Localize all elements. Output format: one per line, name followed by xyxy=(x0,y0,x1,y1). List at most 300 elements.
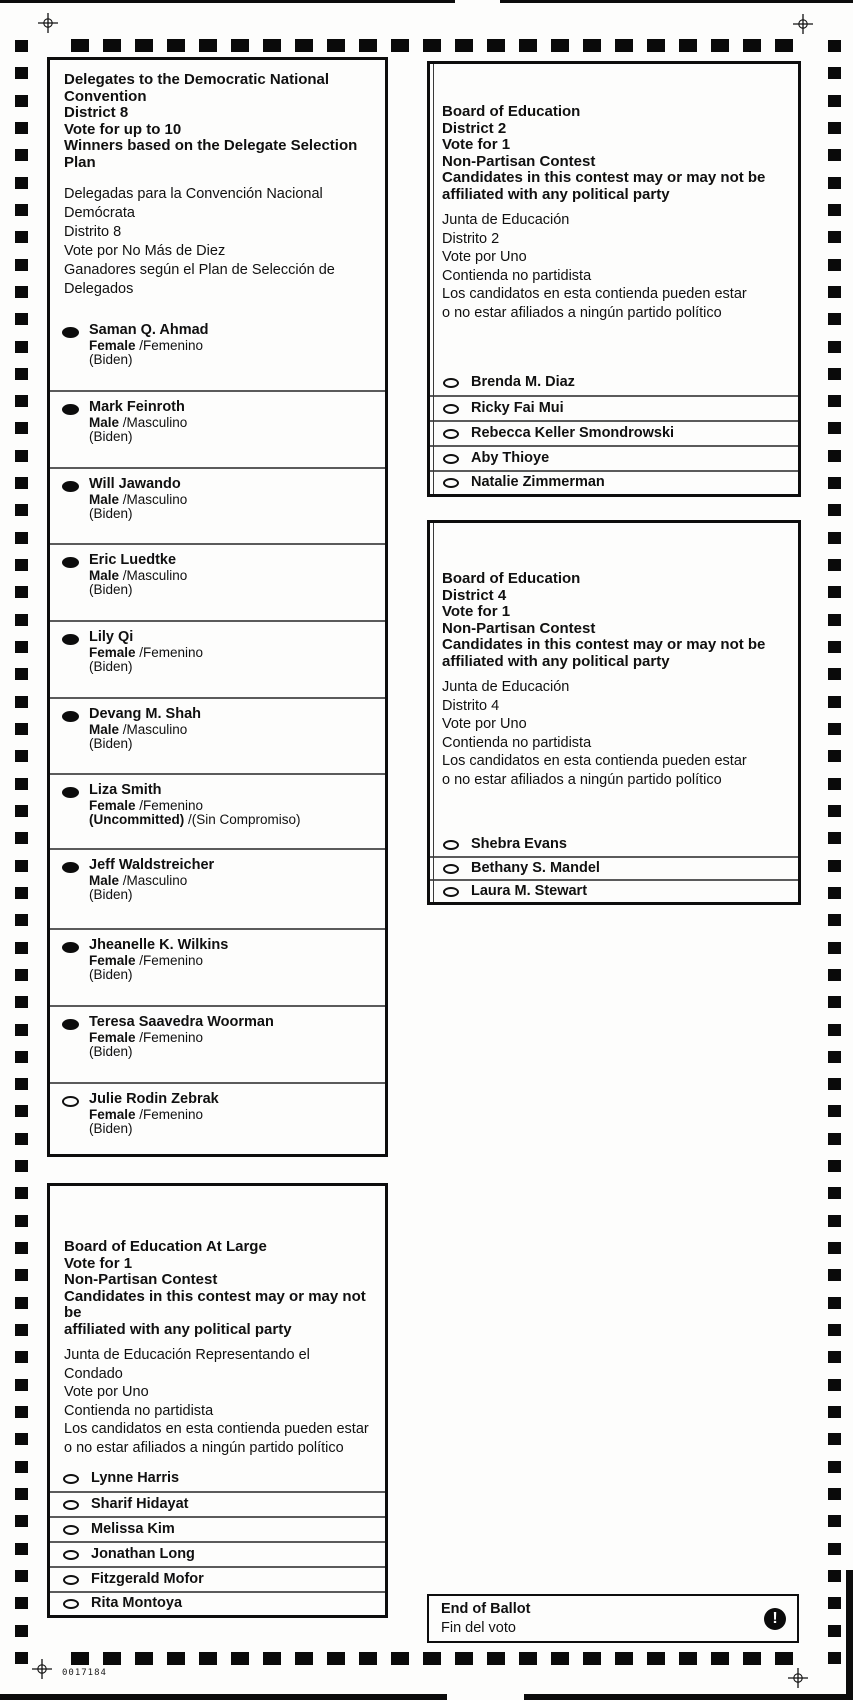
candidate-text xyxy=(89,630,203,675)
timing-mark xyxy=(15,1215,28,1227)
candidate-text xyxy=(89,477,187,522)
contest-title-line: Board of Education At Large xyxy=(64,1238,267,1255)
candidate-detail: (Biden) xyxy=(89,1044,133,1059)
timing-mark xyxy=(828,422,841,434)
candidate-detail: (Biden) xyxy=(89,887,133,902)
candidate-name: Sharif Hidayat xyxy=(91,1495,189,1512)
timing-mark xyxy=(15,40,28,52)
contest-title-line: Winners based on the Delegate Selection xyxy=(64,137,358,154)
candidate-detail: (Biden) xyxy=(89,736,133,751)
timing-mark xyxy=(615,1652,633,1665)
timing-mark xyxy=(15,559,28,571)
vote-oval[interactable] xyxy=(443,454,459,464)
timing-mark xyxy=(15,286,28,298)
timing-mark xyxy=(828,614,841,626)
timing-mark xyxy=(15,149,28,161)
contest-title-line: Contienda no partidista xyxy=(442,267,592,284)
candidate-row xyxy=(50,1005,385,1082)
timing-mark xyxy=(828,641,841,653)
vote-oval[interactable] xyxy=(443,887,459,897)
timing-mark xyxy=(15,778,28,790)
candidate-name: Fitzgerald Mofor xyxy=(91,1570,204,1587)
registration-mark-icon xyxy=(793,14,813,34)
vote-oval[interactable] xyxy=(63,1525,79,1535)
vote-oval[interactable] xyxy=(62,404,79,415)
vote-oval[interactable] xyxy=(443,378,459,388)
timing-mark xyxy=(828,778,841,790)
contest-title-line: Convention xyxy=(64,87,147,105)
timing-mark xyxy=(455,1652,473,1665)
scan-artifact xyxy=(500,0,853,3)
candidate-detail: (Biden) xyxy=(89,429,133,444)
registration-mark-icon xyxy=(38,13,58,33)
timing-mark xyxy=(828,231,841,243)
timing-mark xyxy=(828,559,841,571)
timing-mark xyxy=(15,341,28,353)
contest-title-es xyxy=(442,211,786,322)
contest-title-line: Candidates in this contest may or may not be xyxy=(442,169,766,186)
candidate-row xyxy=(50,1082,385,1154)
timing-mark xyxy=(679,39,697,52)
candidate-name: Julie Rodin Zebrak xyxy=(89,1091,219,1107)
timing-mark xyxy=(15,1024,28,1036)
timing-mark xyxy=(263,39,281,52)
timing-mark xyxy=(828,1379,841,1391)
timing-mark xyxy=(828,750,841,762)
timing-mark xyxy=(15,750,28,762)
candidate-list xyxy=(50,1466,385,1615)
candidate-detail: Female /Femenino xyxy=(89,337,204,353)
timing-mark xyxy=(828,450,841,462)
candidate-detail: (Biden) xyxy=(89,1121,133,1136)
timing-mark xyxy=(15,1488,28,1500)
scan-artifact xyxy=(846,1570,853,1700)
contest-title-line: Candidates in this contest may or may not be xyxy=(64,1287,366,1321)
contest-title-line: Vote for 1 xyxy=(64,1254,133,1272)
candidate-row xyxy=(50,1591,385,1615)
contest-title-line: Vote for up to 10 xyxy=(64,120,182,138)
timing-mark xyxy=(423,1652,441,1665)
end-of-ballot-text-es: Fin del voto xyxy=(441,1620,516,1636)
timing-mark xyxy=(828,860,841,872)
timing-mark xyxy=(615,39,633,52)
timing-mark xyxy=(15,1406,28,1418)
timing-mark xyxy=(775,39,793,52)
timing-mark xyxy=(15,1351,28,1363)
contest-title-line: Los candidatos en esta contienda pueden estar xyxy=(64,1421,369,1437)
vote-oval[interactable] xyxy=(62,557,79,568)
candidate-row xyxy=(50,390,385,467)
candidate-row xyxy=(50,1491,385,1516)
candidate-row xyxy=(50,315,385,390)
timing-mark xyxy=(828,1351,841,1363)
timing-mark xyxy=(15,122,28,134)
scan-artifact xyxy=(0,1694,447,1700)
candidate-list xyxy=(430,833,798,902)
timing-mark xyxy=(455,39,473,52)
timing-mark xyxy=(15,914,28,926)
candidate-row xyxy=(50,620,385,697)
timing-mark xyxy=(828,149,841,161)
timing-mark xyxy=(828,1187,841,1199)
candidate-row xyxy=(430,395,798,420)
candidate-detail: Female /Femenino xyxy=(89,1029,204,1045)
candidate-name: Eric Luedtke xyxy=(89,552,177,568)
timing-mark xyxy=(828,313,841,325)
candidate-text xyxy=(89,400,187,445)
scan-artifact xyxy=(0,0,455,3)
contest-title-es xyxy=(64,185,371,299)
contest-title-en xyxy=(442,571,786,670)
timing-mark xyxy=(711,39,729,52)
timing-mark xyxy=(828,1105,841,1117)
end-of-ballot-text-en: End of Ballot xyxy=(441,1601,531,1617)
candidate-detail: Female /Femenino xyxy=(89,644,204,660)
contest-title-es xyxy=(64,1346,371,1457)
timing-mark xyxy=(71,39,89,52)
timing-mark xyxy=(15,723,28,735)
timing-mark xyxy=(551,39,569,52)
contest-box-boe-district-2 xyxy=(427,61,801,497)
candidate-detail: (Biden) xyxy=(89,582,133,597)
timing-mark xyxy=(828,1160,841,1172)
timing-mark xyxy=(15,860,28,872)
vote-oval[interactable] xyxy=(63,1550,79,1560)
timing-mark xyxy=(828,1078,841,1090)
candidate-text xyxy=(89,1015,274,1060)
vote-oval[interactable] xyxy=(443,840,459,850)
candidate-row xyxy=(430,370,798,395)
vote-oval[interactable] xyxy=(443,478,459,488)
candidate-row xyxy=(50,773,385,848)
timing-mark xyxy=(327,1652,345,1665)
candidate-row xyxy=(430,420,798,445)
timing-mark xyxy=(15,969,28,981)
timing-mark xyxy=(828,1133,841,1145)
candidate-row xyxy=(50,1566,385,1591)
scan-artifact xyxy=(524,1694,853,1700)
contest-title-line: District 2 xyxy=(442,119,507,137)
contest-header xyxy=(50,1186,385,1466)
contest-title-line: o no estar afiliados a ningún partido político xyxy=(442,304,722,321)
candidate-detail: Female /Femenino xyxy=(89,952,204,968)
timing-mark xyxy=(743,1652,761,1665)
timing-mark xyxy=(15,641,28,653)
candidate-name: Rita Montoya xyxy=(91,1595,183,1612)
contest-title-line: Junta de Educación xyxy=(442,212,570,228)
candidate-name: Teresa Saavedra Woorman xyxy=(89,1014,274,1030)
timing-mark xyxy=(15,887,28,899)
timing-mark xyxy=(15,368,28,380)
vote-oval[interactable] xyxy=(63,1500,79,1510)
timing-mark xyxy=(828,969,841,981)
candidate-row xyxy=(50,848,385,928)
contest-box-boe-at-large xyxy=(47,1183,388,1618)
contest-title-es xyxy=(442,678,786,789)
candidate-detail: (Biden) xyxy=(89,352,133,367)
candidate-row xyxy=(50,928,385,1005)
timing-mark xyxy=(15,231,28,243)
timing-mark xyxy=(828,177,841,189)
timing-mark xyxy=(15,1379,28,1391)
timing-mark xyxy=(828,40,841,52)
timing-mark xyxy=(551,1652,569,1665)
candidate-row xyxy=(430,833,798,856)
timing-mark xyxy=(487,39,505,52)
vote-oval[interactable] xyxy=(62,1096,79,1107)
timing-mark xyxy=(15,1433,28,1445)
timing-mark xyxy=(135,1652,153,1665)
vote-oval[interactable] xyxy=(62,862,79,873)
contest-title-line: Plan xyxy=(64,153,96,171)
timing-mark xyxy=(15,95,28,107)
candidate-text xyxy=(89,783,301,828)
timing-mark xyxy=(15,1570,28,1582)
contest-title-line: District 4 xyxy=(442,586,507,604)
timing-mark xyxy=(199,1652,217,1665)
timing-mark xyxy=(15,696,28,708)
contest-header xyxy=(50,60,385,315)
candidate-row xyxy=(50,543,385,620)
vote-oval[interactable] xyxy=(443,864,459,874)
timing-mark xyxy=(828,832,841,844)
candidate-name: Natalie Zimmerman xyxy=(471,474,605,491)
candidate-detail: Male /Masculino xyxy=(89,567,188,583)
candidate-row xyxy=(430,445,798,470)
timing-mark xyxy=(15,942,28,954)
contest-title-line: Non-Partisan Contest xyxy=(442,619,596,637)
timing-mark xyxy=(15,313,28,325)
candidate-text xyxy=(89,553,187,598)
candidate-row xyxy=(430,856,798,879)
timing-mark xyxy=(71,1652,89,1665)
vote-oval[interactable] xyxy=(63,1474,79,1484)
contest-title-line: Ganadores según el Plan de Selección de xyxy=(64,262,335,278)
contest-title-line: Demócrata xyxy=(64,205,135,221)
timing-mark xyxy=(15,450,28,462)
contest-title-line: Junta de Educación xyxy=(442,679,570,695)
vote-oval[interactable] xyxy=(62,1019,79,1030)
contest-title-line: Junta de Educación Representando el Condado xyxy=(64,1347,310,1382)
timing-mark xyxy=(15,668,28,680)
contest-title-line: Distrito 4 xyxy=(442,697,500,714)
timing-mark xyxy=(15,1078,28,1090)
timing-mark xyxy=(15,259,28,271)
timing-mark xyxy=(828,1543,841,1555)
candidate-row xyxy=(50,467,385,543)
timing-mark xyxy=(828,1269,841,1281)
timing-mark xyxy=(167,1652,185,1665)
candidate-row xyxy=(430,470,798,494)
timing-mark xyxy=(828,122,841,134)
timing-mark xyxy=(391,1652,409,1665)
vote-oval[interactable] xyxy=(63,1575,79,1585)
vote-oval[interactable] xyxy=(443,404,459,414)
contest-title-en xyxy=(64,1239,371,1338)
candidate-detail: (Biden) xyxy=(89,967,133,982)
contest-title-en xyxy=(442,104,786,203)
candidate-name: Saman Q. Ahmad xyxy=(89,322,209,338)
timing-mark xyxy=(15,1652,28,1664)
candidate-list xyxy=(430,370,798,494)
timing-mark xyxy=(828,1024,841,1036)
timing-mark xyxy=(15,67,28,79)
timing-mark xyxy=(103,1652,121,1665)
timing-mark xyxy=(828,996,841,1008)
timing-mark xyxy=(828,1461,841,1473)
vote-oval[interactable] xyxy=(443,429,459,439)
timing-mark xyxy=(828,259,841,271)
timing-mark xyxy=(15,614,28,626)
contest-title-line: affiliated with any political party xyxy=(64,1320,292,1338)
vote-oval[interactable] xyxy=(63,1599,79,1609)
timing-mark xyxy=(828,668,841,680)
vote-oval[interactable] xyxy=(62,942,79,953)
timing-mark xyxy=(828,1597,841,1609)
timing-mark xyxy=(15,805,28,817)
vote-oval[interactable] xyxy=(62,787,79,798)
timing-mark xyxy=(679,1652,697,1665)
candidate-name: Aby Thioye xyxy=(471,449,550,466)
contest-title-line: Vote por Uno xyxy=(64,1384,149,1400)
timing-mark xyxy=(231,1652,249,1665)
candidate-detail: Male /Masculino xyxy=(89,491,188,507)
timing-mark xyxy=(828,395,841,407)
registration-mark-icon xyxy=(788,1668,808,1688)
vote-oval[interactable] xyxy=(62,327,79,338)
timing-mark xyxy=(15,504,28,516)
contest-title-line: Vote for 1 xyxy=(442,136,511,153)
timing-mark xyxy=(828,1488,841,1500)
candidate-name: Liza Smith xyxy=(89,782,162,798)
candidate-name: Lily Qi xyxy=(89,629,134,645)
contest-title-line: o no estar afiliados a ningún partido político xyxy=(442,771,722,788)
candidate-name: Bethany S. Mandel xyxy=(471,859,600,876)
candidate-row xyxy=(50,1516,385,1541)
contest-box-boe-district-4 xyxy=(427,520,801,905)
candidate-name: Lynne Harris xyxy=(91,1469,180,1486)
timing-mark xyxy=(711,1652,729,1665)
contest-title-en xyxy=(64,72,371,171)
timing-mark xyxy=(15,1625,28,1637)
end-of-ballot-box xyxy=(427,1594,799,1643)
candidate-text xyxy=(89,938,228,983)
contest-title-line: Delegates to the Democratic National xyxy=(64,71,330,88)
candidate-name: Rebecca Keller Smondrowski xyxy=(471,424,675,441)
candidate-row xyxy=(50,1466,385,1491)
timing-mark xyxy=(828,532,841,544)
timing-mark xyxy=(828,95,841,107)
candidate-detail: (Biden) xyxy=(89,659,133,674)
candidate-name: Devang M. Shah xyxy=(89,706,201,722)
timing-mark xyxy=(15,1297,28,1309)
timing-mark xyxy=(828,477,841,489)
timing-mark xyxy=(295,1652,313,1665)
contest-title-line: Vote por Uno xyxy=(442,716,527,732)
timing-mark xyxy=(103,39,121,52)
candidate-detail: (Biden) xyxy=(89,506,133,521)
timing-mark xyxy=(647,1652,665,1665)
timing-mark xyxy=(15,477,28,489)
timing-mark xyxy=(828,1324,841,1336)
contest-title-line: Vote por No Más de Diez xyxy=(64,243,226,259)
candidate-detail: (Uncommitted) /(Sin Compromiso) xyxy=(89,812,301,827)
timing-mark xyxy=(519,39,537,52)
timing-mark xyxy=(15,1242,28,1254)
contest-title-line: Distrito 2 xyxy=(442,230,500,247)
timing-mark xyxy=(15,177,28,189)
candidate-list xyxy=(50,315,385,1154)
timing-mark xyxy=(15,1133,28,1145)
timing-mark xyxy=(359,39,377,52)
timing-mark xyxy=(15,1105,28,1117)
ballot-code: 0017184 xyxy=(62,1668,107,1678)
contest-title-line: Vote por Uno xyxy=(442,249,527,265)
candidate-name: Melissa Kim xyxy=(91,1520,175,1537)
candidate-text xyxy=(89,707,201,752)
timing-mark xyxy=(828,1297,841,1309)
timing-mark xyxy=(295,39,313,52)
timing-mark xyxy=(15,586,28,598)
timing-mark xyxy=(583,1652,601,1665)
timing-mark xyxy=(15,1515,28,1527)
contest-title-line: Distrito 8 xyxy=(64,224,122,240)
timing-mark xyxy=(15,1269,28,1281)
contest-title-line: affiliated with any political party xyxy=(442,652,670,670)
candidate-detail: Female /Femenino xyxy=(89,1106,204,1122)
timing-mark xyxy=(327,39,345,52)
candidate-text xyxy=(89,858,214,903)
timing-mark xyxy=(167,39,185,52)
candidate-row xyxy=(50,1541,385,1566)
timing-mark xyxy=(15,1160,28,1172)
contest-title-line: Contienda no partidista xyxy=(442,734,592,751)
candidate-detail: Male /Masculino xyxy=(89,414,188,430)
timing-mark xyxy=(15,1324,28,1336)
vote-oval[interactable] xyxy=(62,634,79,645)
contest-title-line: District 8 xyxy=(64,104,129,121)
timing-mark xyxy=(135,39,153,52)
timing-mark xyxy=(423,39,441,52)
timing-mark xyxy=(15,1051,28,1063)
timing-mark xyxy=(828,286,841,298)
timing-mark xyxy=(828,341,841,353)
timing-mark xyxy=(828,368,841,380)
timing-mark xyxy=(15,1597,28,1609)
candidate-detail: Female /Femenino xyxy=(89,797,204,813)
timing-mark xyxy=(828,586,841,598)
timing-mark xyxy=(828,887,841,899)
vote-oval[interactable] xyxy=(62,711,79,722)
timing-mark xyxy=(828,914,841,926)
candidate-name: Jeff Waldstreicher xyxy=(89,857,215,873)
timing-mark xyxy=(263,1652,281,1665)
candidate-text xyxy=(89,323,209,368)
contest-title-line: Contienda no partidista xyxy=(64,1402,214,1419)
timing-mark xyxy=(828,1652,841,1664)
contest-title-line: Board of Education xyxy=(442,103,581,120)
timing-mark xyxy=(828,504,841,516)
contest-title-line: Board of Education xyxy=(442,570,581,587)
timing-mark xyxy=(15,422,28,434)
candidate-name: Mark Feinroth xyxy=(89,399,185,415)
contest-header xyxy=(430,64,798,370)
timing-mark xyxy=(583,39,601,52)
timing-mark xyxy=(199,39,217,52)
vote-oval[interactable] xyxy=(62,481,79,492)
contest-title-line: Non-Partisan Contest xyxy=(64,1271,218,1288)
candidate-name: Shebra Evans xyxy=(471,835,567,852)
